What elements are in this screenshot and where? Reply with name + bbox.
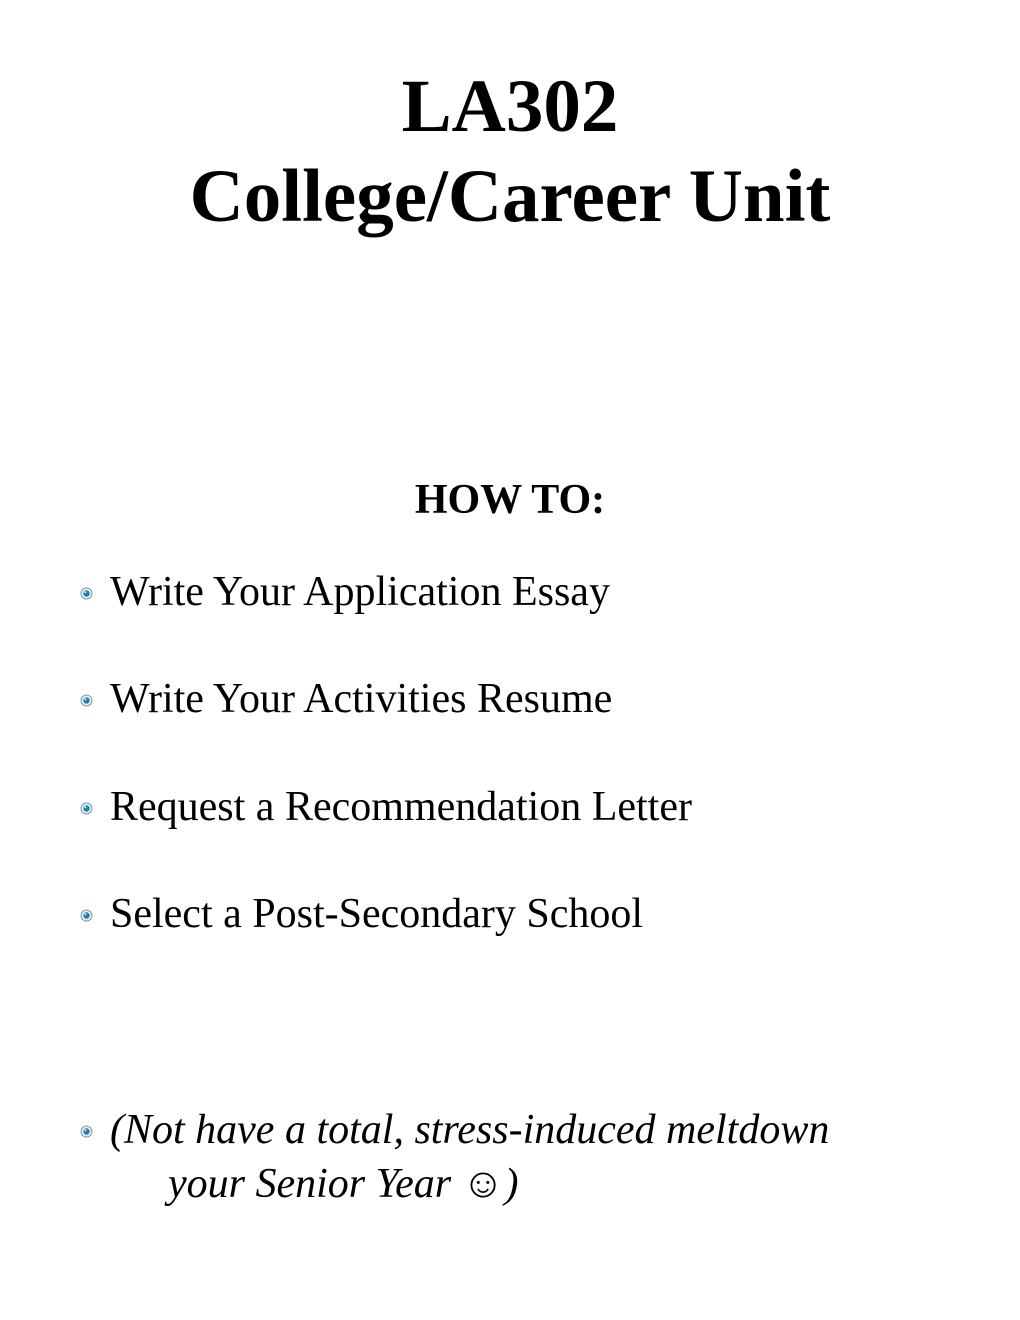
closing-note-line-2: your Senior Year ☺) [168,1161,519,1207]
list-item-text: Select a Post-Secondary School [110,891,644,937]
bullet-icon [80,909,93,922]
list-item-text: Request a Recommendation Letter [110,784,692,830]
closing-note-line-1: (Not have a total, stress-induced meltdown [110,1107,830,1153]
list-item-text: Write Your Activities Resume [110,676,613,722]
bullet-icon [80,587,93,600]
bullet-icon [80,1125,93,1138]
title-line-1: LA302 [401,65,619,148]
bullet-icon [80,802,93,815]
list-item-text: Write Your Application Essay [110,569,610,615]
how-to-heading: HOW TO: [414,477,606,523]
bullet-icon [80,694,93,707]
title-line-2: College/Career Unit [189,155,831,238]
